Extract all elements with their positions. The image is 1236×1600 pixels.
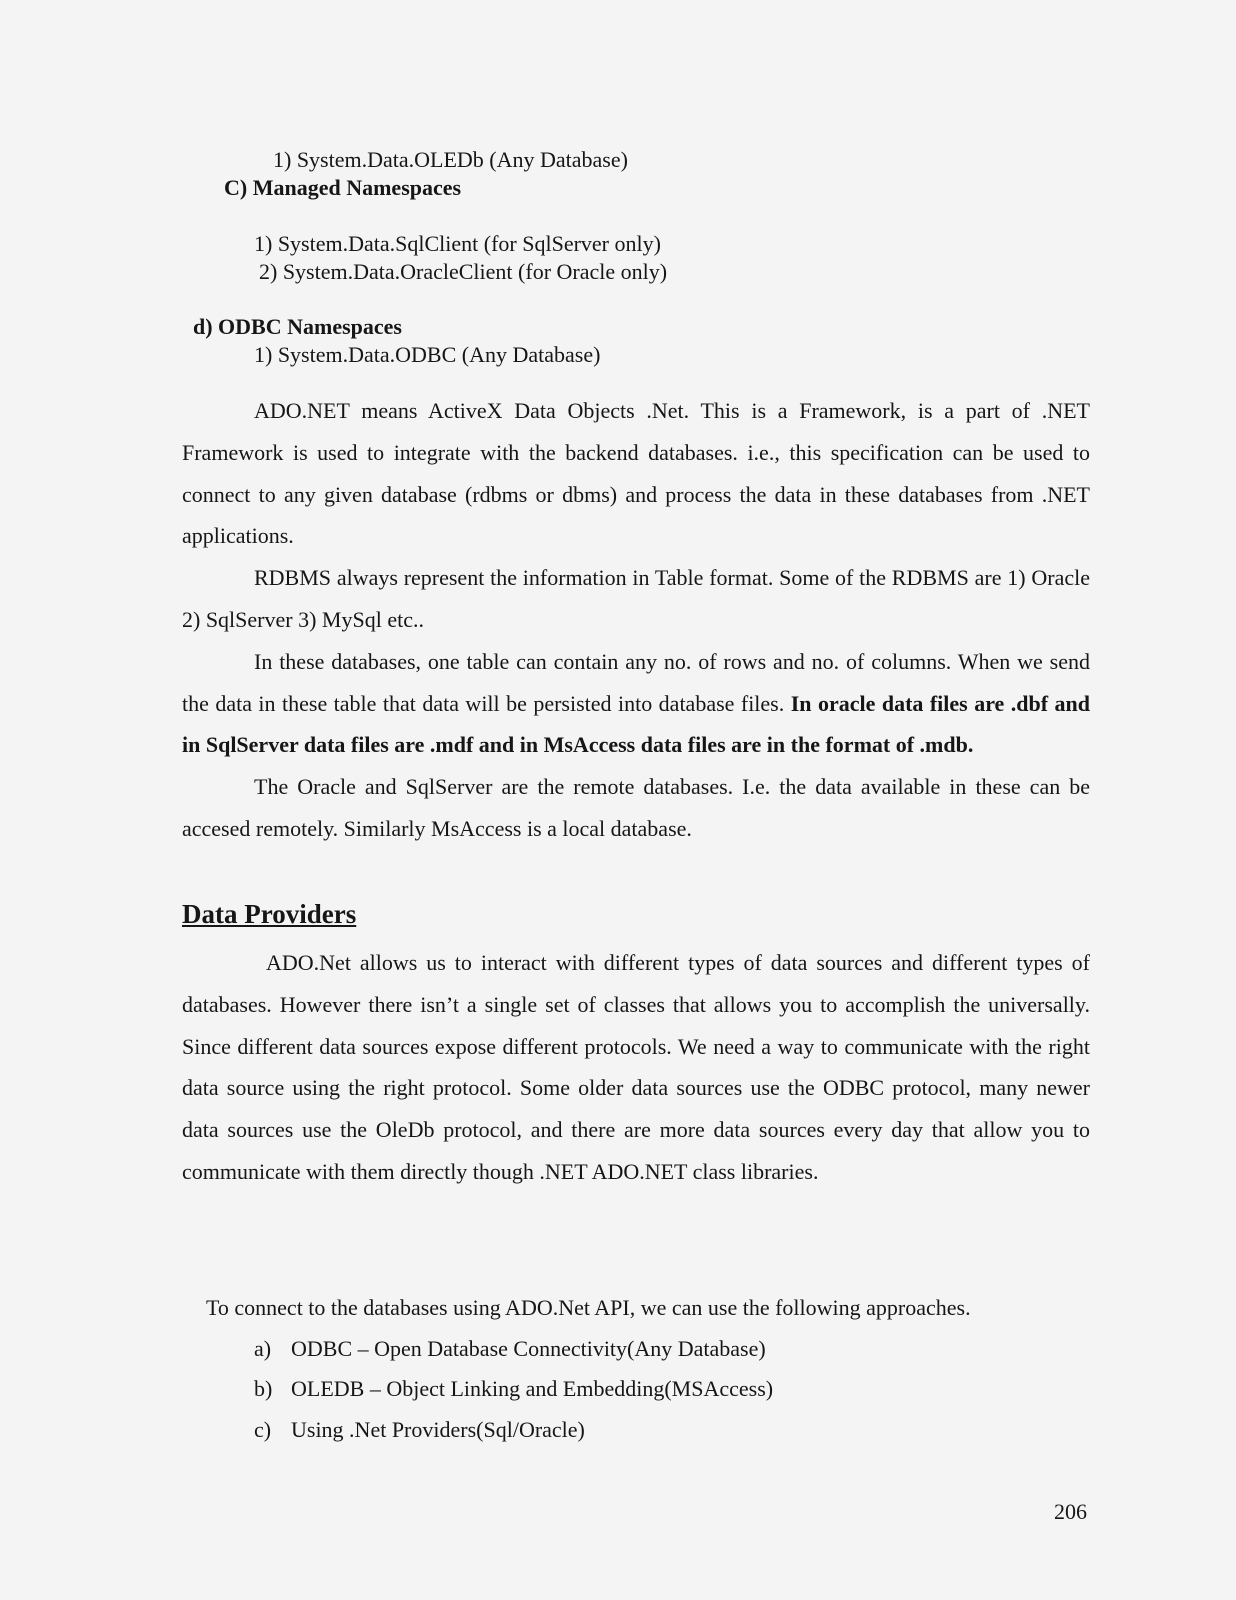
list-marker: a): [254, 1336, 272, 1361]
tables-paragraph: [182, 641, 1090, 766]
list-marker: c): [254, 1417, 272, 1442]
approach-list-item: [254, 1335, 766, 1363]
managed-namespaces-heading: C) Managed Namespaces: [224, 175, 462, 200]
data-providers-heading: Data Providers: [182, 899, 357, 929]
oledb-namespace-line: 1) System.Data.OLEDb (Any Database): [273, 147, 628, 172]
list-item-text: Using .Net Providers(Sql/Oracle): [291, 1417, 585, 1442]
list-item-text: OLEDB – Object Linking and Embedding(MSAccess): [291, 1376, 774, 1401]
body-text: [182, 390, 1090, 850]
list-marker: b): [254, 1376, 273, 1401]
odbc-namespaces-heading: d) ODBC Namespaces: [193, 314, 402, 339]
rdbms-paragraph: RDBMS always represent the information in Table format. Some of the RDBMS are 1) Oracle 2) SqlServer 3) MySql etc..: [182, 565, 1090, 632]
approaches-intro: To connect to the databases using ADO.Net API, we can use the following approaches.: [206, 1295, 971, 1320]
tables-text: In these databases, one table can contain any no. of rows and no. of columns. When we send the data in these table that data will be persisted into database files.: [182, 648, 1090, 716]
data-files-bold-text: In oracle data files are .dbf and in SqlServer data files are .mdf and in MsAccess data files are in the format of .mdb.: [182, 690, 1091, 758]
data-providers-paragraph: [182, 942, 1090, 1193]
data-providers-text: ADO.Net allows us to interact with different types of data sources and different types of databases. However there isn’t a single set of classes that allows you to accomplish the universally. Since different data sources expose different protocols. We need a way to communicate with the right data source using the right protocol. Some older data sources use the ODBC protocol, many newer data sources use the OleDb protocol, and there are more data sources every day that allow you to communicate with them directly though .NET ADO.NET class libraries.: [182, 950, 1090, 1184]
sqlclient-namespace-line: 1) System.Data.SqlClient (for SqlServer only): [254, 231, 661, 256]
list-item-text: ODBC – Open Database Connectivity(Any Database): [291, 1336, 766, 1361]
page-number: 206: [1054, 1499, 1087, 1524]
ado-net-paragraph: ADO.NET means ActiveX Data Objects .Net. This is a Framework, is a part of .NET Framework is used to integrate with the backend databases. i.e., this specification can be used to connect to any given database (rdbms or dbms) and process the data in these databases from .NET applications.: [182, 398, 1090, 549]
remote-databases-paragraph: The Oracle and SqlServer are the remote databases. I.e. the data available in these can be accesed remotely. Similarly MsAccess is a local database.: [182, 774, 1090, 841]
oracleclient-namespace-line: 2) System.Data.OracleClient (for Oracle only): [259, 259, 668, 284]
odbc-namespace-line: 1) System.Data.ODBC (Any Database): [254, 342, 601, 367]
approach-list-item: [254, 1416, 585, 1444]
approach-list-item: [254, 1375, 773, 1403]
